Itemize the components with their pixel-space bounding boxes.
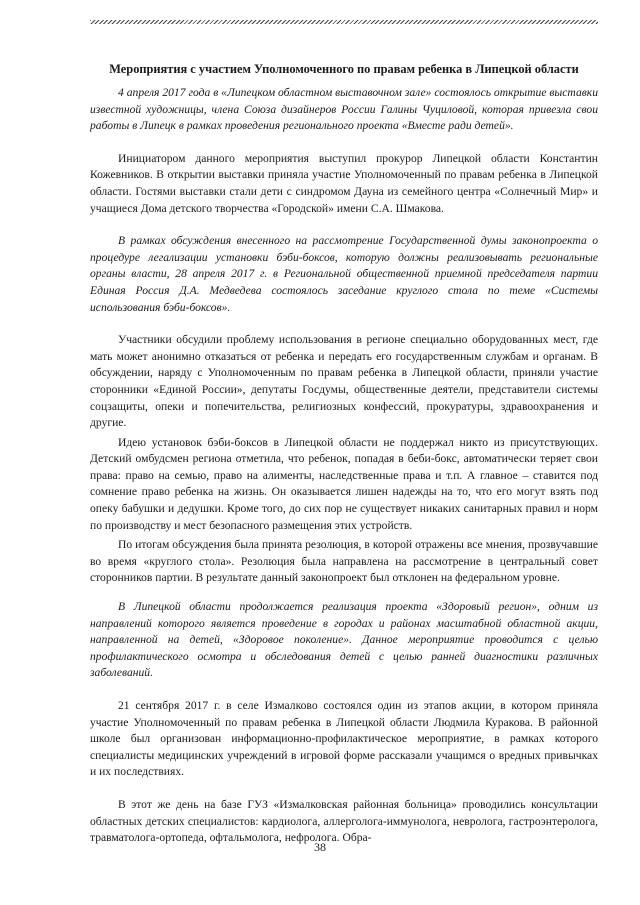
paragraph-healthy-region: В Липецкой области продолжается реализация проекта «Здоровый регион», одним из направлений которого является проведение в городах и районах масштабной областной акции, направленной на детей, «Здоровое поколение». Данное мероприятие проводится с целью профилактического осмотра и обследования детей с целью ранней диагностики различных заболеваний.	[90, 600, 598, 680]
paragraph-exhibition-details: Инициатором данного мероприятия выступил прокурор Липецкой области Константин Кожевников. В открытии выставки приняла участие Уполномоченный по правам ребенка в Липецкой области. Гостями выставки стали дети с синдромом Дауна из семейного центра «Солнечный Мир» и учащиеся Дома детского творчества «Городской» имени С.А. Шмакова.	[90, 151, 598, 215]
paragraph-exhibition-intro: 4 апреля 2017 года в «Липецком областном выставочном зале» состоялось открытие выставки известной художницы, члена Союза дизайнеров России Галины Чуциловой, которая привезла свои работы в Липецк в рамках проведения регионального проекта «Вместе ради детей».	[90, 86, 598, 133]
header-decorative-rule	[90, 20, 598, 24]
paragraph-resolution: По итогам обсуждения была принята резолюция, в которой отражены все мнения, прозвучавшие во время «круглого стола». Резолюция была направлена на рассмотрение в центральный совет сторонников партии. В результате данный законопроект был отклонен на федеральном уровне.	[90, 538, 598, 585]
page-number: 38	[314, 840, 326, 854]
paragraph-izmalkovo-event: 21 сентября 2017 г. в селе Измалково состоялся один из этапов акции, в котором приняла участие Уполномоченный по правам ребенка в Липецкой области Людмила Куракова. В районной школе был организован информационно-профилактическое мероприятие, в рамках которого специалисты медицинских учреждений в игровой форме рассказали учащимся о вредных привычках и их последствиях.	[90, 699, 598, 779]
paragraph-consultations: В этот же день на базе ГУЗ «Измалковская районная больница» проводились консультации областных детских специалистов: кардиолога, аллерголога-иммунолога, невролога, гастроэнтеролога, травматолога-ортопеда, офтальмолога, нефролога. Обра-	[90, 797, 598, 845]
paragraph-round-table-participants: Участники обсудили проблему использования в регионе специально оборудованных мест, где мать может анонимно отказаться от ребенка и передать его государственным службам и органам. В обсуждении, наряду с Уполномоченным по правам ребенка в Липецкой области, приняли участие сторонники «Единой России», депутаты Госдумы, общественные деятели, представители системы соцзащиты, опеки и попечительства, религиозных конфессий, прокуратуры, здравоохранения и другие.	[90, 333, 598, 430]
document-title: Мероприятия с участием Уполномоченного по правам ребенка в Липецкой области	[109, 62, 579, 76]
paragraph-baby-box-opinion: Идею установок бэби-боксов в Липецкой области не поддержал никто из присутствующих. Детский омбудсмен региона отметила, что ребенок, попадая в беби-бокс, автоматически теряет свои права: право на семью, право на алименты, наследственные права и т.п. А главное – ставится под сомнение право ребенка на жизнь. Он оказывается лишен надежды на то, что его могут взять под опеку бабушки и дедушки. Кроме того, до сих пор не существует никаких санитарных правил и норм по производству и мест безопасного размещения этих устройств.	[90, 435, 598, 532]
page-content	[90, 62, 598, 847]
paragraph-round-table-intro: В рамках обсуждения внесенного на рассмотрение Государственной думы законопроекта о процедуре легализации установки бэби-боксов, которую должны реализовывать региональные органы власти, 28 апреля 2017 г. в Региональной общественной приемной председателя партии Единая Россия Д.А. Медведева состоялось заседание круглого стола по теме «Системы использования бэби-боксов».	[90, 234, 598, 314]
